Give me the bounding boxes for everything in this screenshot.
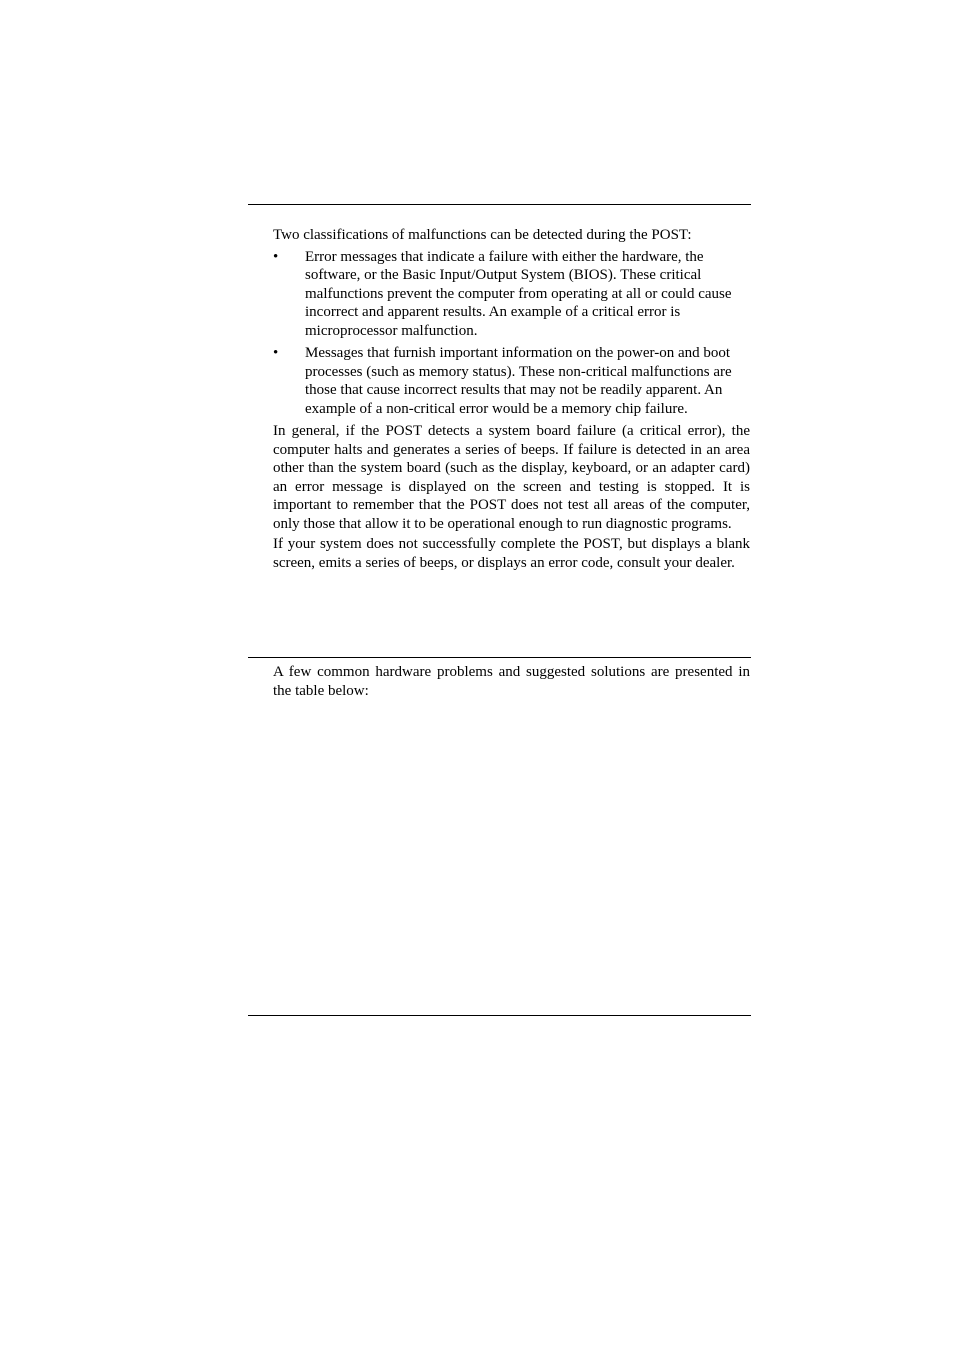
bottom-divider — [248, 1015, 751, 1016]
list-item — [273, 248, 750, 341]
hardware-intro-text: A few common hardware problems and suggested solutions are presented in the table below: — [273, 664, 750, 699]
bullet-icon: • — [273, 345, 279, 361]
post-intro-text: Two classifications of malfunctions can be detected during the POST: — [273, 227, 692, 243]
list-item-text: Messages that furnish important information on the power-on and boot processes (such as memory status). These non-critical malfunctions are those that cause incorrect results that may not be readily apparent. An example of a non-critical error would be a memory chip failure. — [305, 345, 732, 417]
hardware-section — [273, 663, 750, 700]
post-paragraph-critical: In general, if the POST detects a system board failure (a critical error), the computer halts and generates a series of beeps. If failure is detected in an area other than the system board (such as the display, keyboard, or an adapter card) an error message is displayed on the screen and testing is stopped. It is important to remember that the POST does not test all areas of the computer, only those that allow it to be operational enough to run diagnostic programs. — [273, 423, 750, 532]
bullet-icon: • — [273, 248, 279, 265]
post-paragraph-dealer: If your system does not successfully complete the POST, but displays a blank screen, emits a series of beeps, or displays an error code, consult your dealer. — [273, 536, 750, 571]
list-item-text: Error messages that indicate a failure with either the hardware, the software, or the Basic Input/Output System (BIOS). These critical malfunctions prevent the computer from operating at all or could cause incorrect and apparent results. An example of a critical error is microprocessor malfunction. — [305, 248, 732, 339]
malfunction-list — [273, 248, 750, 419]
section-divider — [248, 657, 751, 658]
top-divider — [248, 204, 751, 205]
list-item — [273, 344, 750, 418]
post-section — [273, 226, 750, 572]
